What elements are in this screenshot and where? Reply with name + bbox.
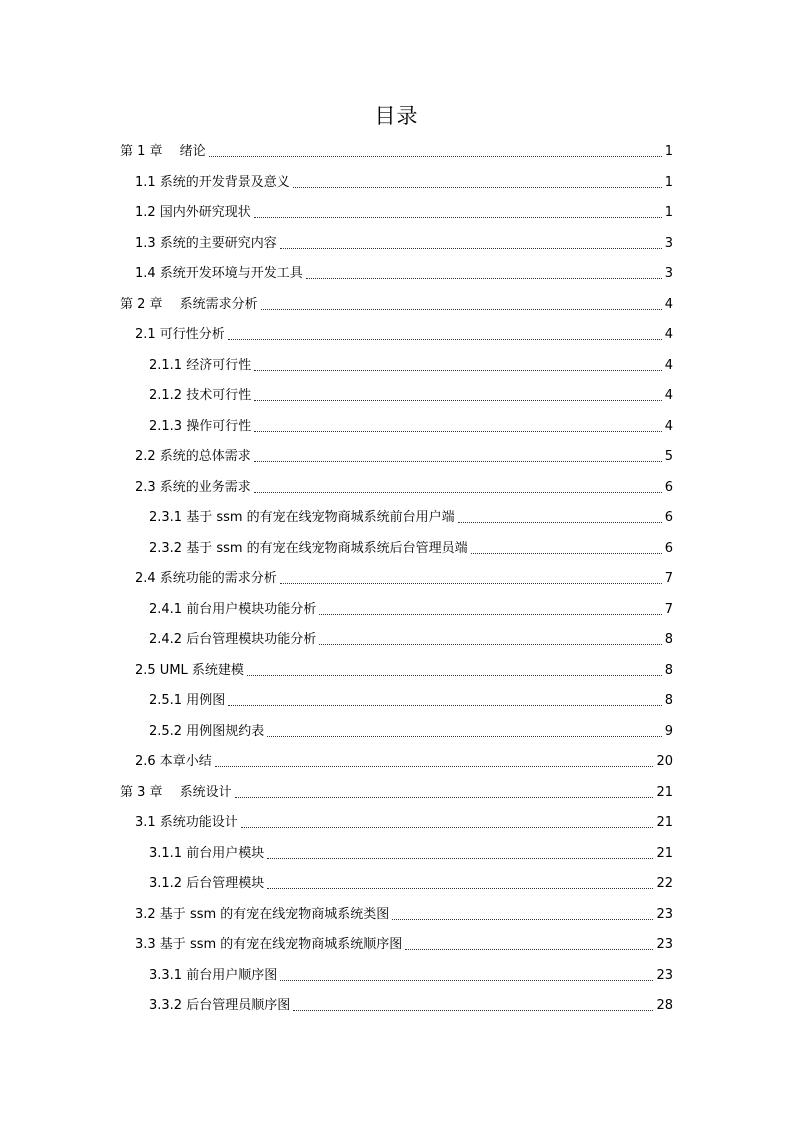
toc-entry-label: 2.1.1 经济可行性: [149, 357, 252, 373]
toc-dot-leader: [254, 461, 662, 462]
toc-entry-label: 2.2 系统的总体需求: [135, 449, 251, 464]
toc-page-number: 4: [664, 327, 673, 342]
toc-dot-leader: [392, 919, 653, 920]
toc-page-number: 8: [664, 632, 673, 647]
toc-page-number: 4: [664, 296, 673, 312]
toc-entry[interactable]: [135, 198, 673, 222]
toc-dot-leader: [267, 858, 653, 859]
toc-entry[interactable]: [149, 595, 673, 619]
toc-entry[interactable]: [149, 534, 673, 558]
toc-dot-leader: [254, 431, 662, 432]
toc-dot-leader: [319, 614, 662, 615]
toc-page-number: 5: [664, 449, 673, 464]
toc-page-number: 7: [664, 571, 673, 586]
toc-entry-label: 1.1 系统的开发背景及意义: [135, 174, 290, 190]
toc-entry[interactable]: [120, 778, 673, 802]
toc-entry-label: 1.2 国内外研究现状: [135, 205, 251, 220]
toc-page-number: 4: [664, 418, 673, 434]
toc-page-number: 9: [664, 723, 673, 739]
toc-entry[interactable]: [135, 808, 673, 832]
toc-dot-leader: [293, 187, 662, 188]
toc-entry-label: 1.4 系统开发环境与开发工具: [135, 266, 303, 281]
toc-entry-label: 2.5.2 用例图规约表: [149, 723, 265, 739]
toc-dot-leader: [247, 675, 662, 676]
toc-entry-label: 2.1 可行性分析: [135, 327, 225, 342]
toc-entry[interactable]: [149, 991, 673, 1015]
toc-entry-label: 2.3.1 基于 ssm 的有宠在线宠物商城系统前台用户端: [149, 510, 455, 525]
toc-entry-label: 3.2 基于 ssm 的有宠在线宠物商城系统类图: [135, 906, 390, 922]
toc-entry[interactable]: [149, 351, 673, 375]
toc-page-number: 3: [664, 235, 673, 251]
toc-page-number: 4: [664, 357, 673, 373]
toc-page-number: 4: [664, 388, 673, 403]
toc-entry-label: 2.4.2 后台管理模块功能分析: [149, 632, 317, 647]
toc-entry[interactable]: [149, 412, 673, 436]
toc-entry-label: 2.5 UML 系统建模: [135, 662, 244, 678]
toc-dot-leader: [471, 553, 662, 554]
toc-entry[interactable]: [120, 290, 673, 314]
toc-entry-label: 3.3.1 前台用户顺序图: [149, 967, 278, 983]
toc-page-number: 23: [656, 937, 673, 952]
toc-dot-leader: [280, 980, 653, 981]
toc-dot-leader: [280, 248, 662, 249]
toc-entry-label: 2.1.3 操作可行性: [149, 418, 252, 434]
toc-entry-label: 3.1 系统功能设计: [135, 815, 238, 830]
toc-dot-leader: [209, 156, 662, 157]
toc-page-number: 23: [656, 967, 673, 983]
toc-dot-leader: [228, 705, 662, 706]
toc-dot-leader: [254, 492, 662, 493]
toc-entry[interactable]: [135, 229, 673, 253]
toc-entry[interactable]: [149, 717, 673, 741]
toc-entry-label: 2.3 系统的业务需求: [135, 479, 251, 495]
toc-page-number: 23: [656, 906, 673, 922]
toc-dot-leader: [241, 827, 654, 828]
toc-entry[interactable]: [135, 564, 673, 588]
toc-page-number: 1: [664, 144, 673, 159]
toc-entry[interactable]: [135, 930, 673, 954]
toc-dot-leader: [254, 217, 662, 218]
toc-entry[interactable]: [149, 686, 673, 710]
toc-page-number: 1: [664, 174, 673, 190]
toc-page-number: 6: [664, 479, 673, 495]
toc-dot-leader: [458, 522, 662, 523]
toc-entry[interactable]: [149, 381, 673, 405]
toc-dot-leader: [405, 949, 653, 950]
toc-entry-label: 1.3 系统的主要研究内容: [135, 235, 277, 251]
toc-entry-label: 2.5.1 用例图: [149, 693, 226, 708]
toc-entry[interactable]: [149, 503, 673, 527]
toc-entry-label: 3.3.2 后台管理员顺序图: [149, 998, 291, 1013]
toc-entry[interactable]: [149, 625, 673, 649]
toc-page-number: 21: [656, 815, 673, 830]
toc-entry[interactable]: [135, 747, 673, 771]
toc-entry[interactable]: [149, 839, 673, 863]
toc-page-number: 22: [656, 876, 673, 891]
toc-entry-label: 2.3.2 基于 ssm 的有宠在线宠物商城系统后台管理员端: [149, 540, 468, 556]
toc-dot-leader: [254, 400, 662, 401]
toc-dot-leader: [228, 339, 662, 340]
toc-dot-leader: [254, 370, 662, 371]
toc-entry-label: 第 3 章 系统设计: [120, 784, 232, 800]
toc-entry[interactable]: [120, 137, 673, 161]
toc-dot-leader: [261, 309, 662, 310]
toc-dot-leader: [319, 644, 662, 645]
toc-entry[interactable]: [135, 168, 673, 192]
toc-page-number: 21: [656, 784, 673, 800]
toc-entry[interactable]: [135, 442, 673, 466]
toc-entry-label: 2.4 系统功能的需求分析: [135, 571, 277, 586]
toc-entry-label: 第 2 章 系统需求分析: [120, 296, 258, 312]
toc-entry-label: 3.3 基于 ssm 的有宠在线宠物商城系统顺序图: [135, 937, 403, 952]
toc-page-number: 7: [664, 601, 673, 617]
toc-dot-leader: [267, 888, 653, 889]
toc-dot-leader: [306, 278, 662, 279]
toc-page-number: 28: [656, 998, 673, 1013]
toc-dot-leader: [235, 797, 654, 798]
toc-page-number: 21: [656, 845, 673, 861]
toc-page-number: 8: [664, 693, 673, 708]
toc-page-number: 8: [664, 662, 673, 678]
toc-entry-label: 2.6 本章小结: [135, 754, 212, 769]
toc-entry[interactable]: [135, 320, 673, 344]
toc-entry[interactable]: [149, 869, 673, 893]
toc-entry-label: 3.1.1 前台用户模块: [149, 845, 265, 861]
page-title: 目录: [374, 104, 419, 128]
toc-page-number: 20: [656, 754, 673, 769]
toc-entry[interactable]: [149, 961, 673, 985]
toc-page-number: 3: [664, 266, 673, 281]
toc-page-number: 6: [664, 540, 673, 556]
toc-page-number: 1: [664, 205, 673, 220]
toc-dot-leader: [267, 736, 662, 737]
toc-dot-leader: [293, 1010, 653, 1011]
toc-dot-leader: [215, 766, 654, 767]
toc-entry[interactable]: [135, 656, 673, 680]
toc-dot-leader: [280, 583, 662, 584]
toc-entry-label: 2.1.2 技术可行性: [149, 388, 252, 403]
toc-entry[interactable]: [135, 259, 673, 283]
toc-entry[interactable]: [135, 473, 673, 497]
toc-entry-label: 第 1 章 绪论: [120, 144, 206, 159]
toc-entry[interactable]: [135, 900, 673, 924]
toc-entry-label: 3.1.2 后台管理模块: [149, 876, 265, 891]
toc-page-number: 6: [664, 510, 673, 525]
toc-entry-label: 2.4.1 前台用户模块功能分析: [149, 601, 317, 617]
